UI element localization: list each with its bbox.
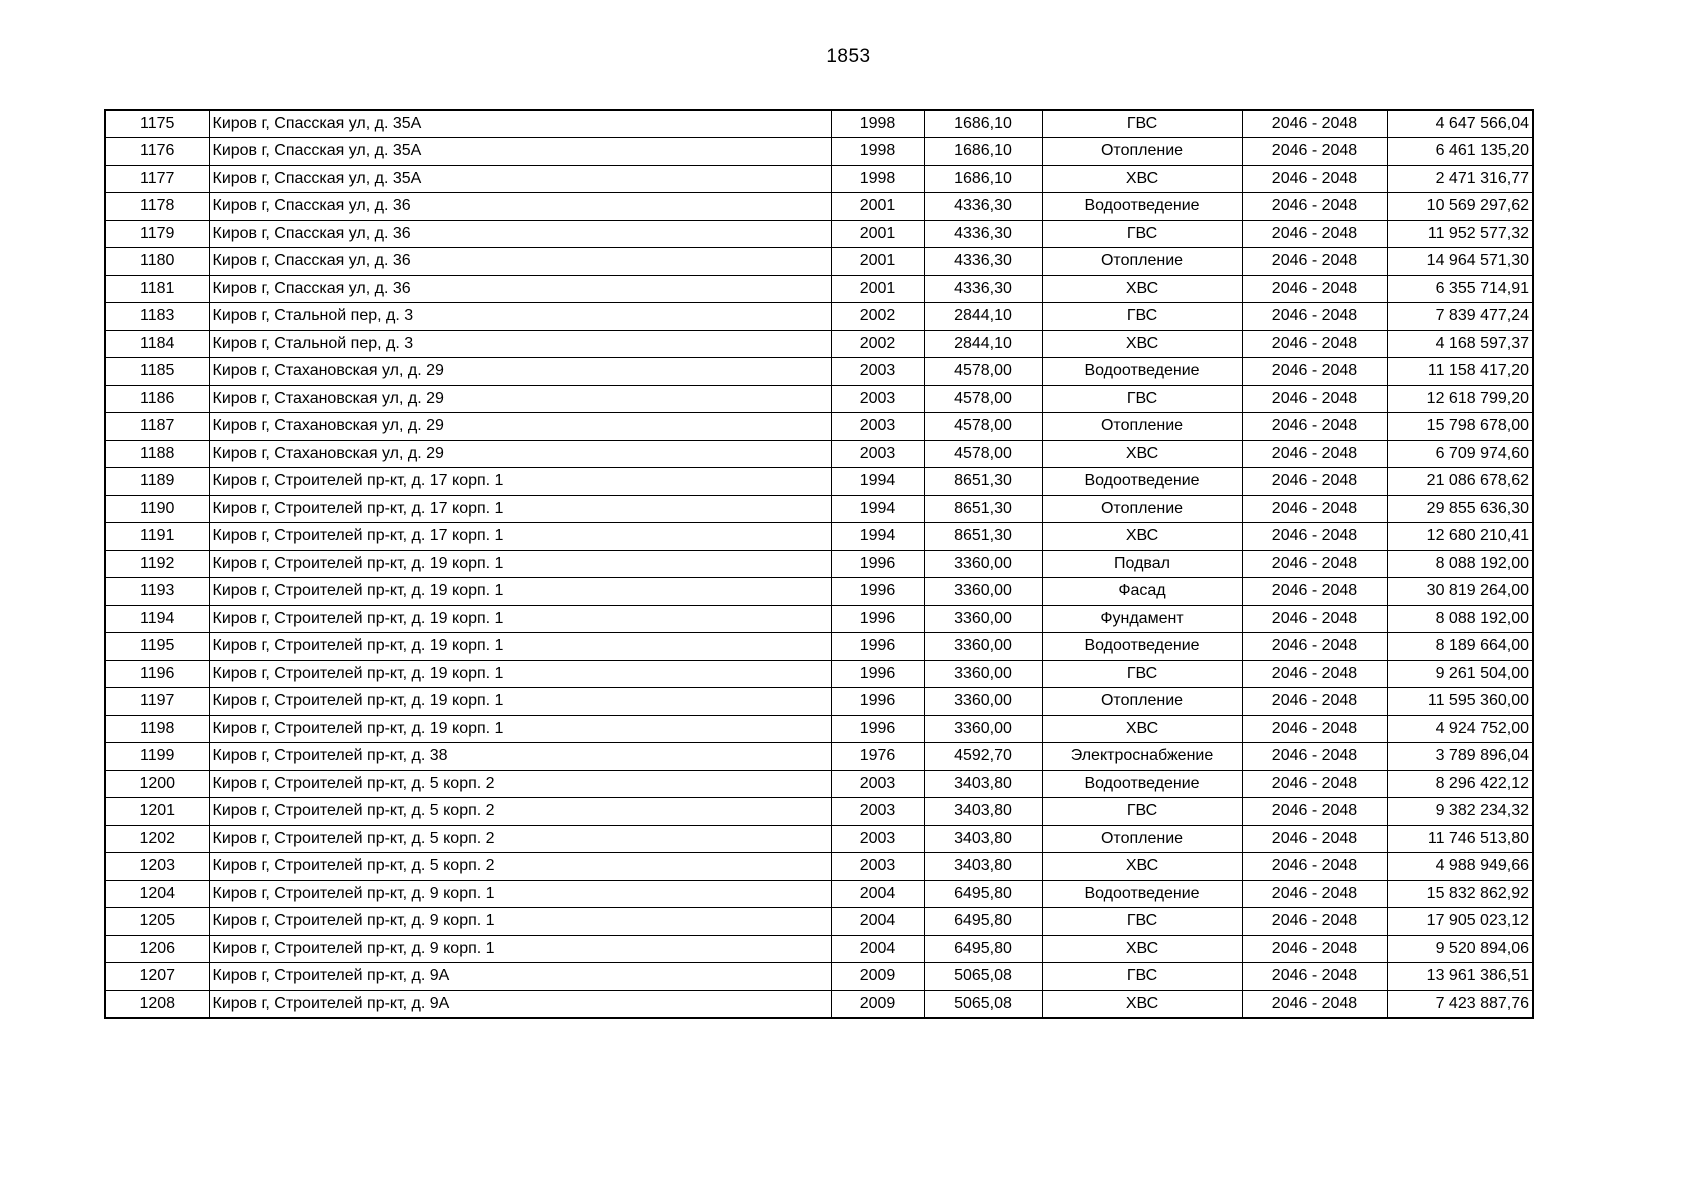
work-type-cell: ГВС xyxy=(1042,220,1242,248)
period-cell: 2046 - 2048 xyxy=(1242,303,1387,331)
area-cell: 4336,30 xyxy=(924,248,1042,276)
area-cell: 1686,10 xyxy=(924,138,1042,166)
cost-cell: 4 988 949,66 xyxy=(1387,853,1533,881)
period-cell: 2046 - 2048 xyxy=(1242,715,1387,743)
area-cell: 8651,30 xyxy=(924,495,1042,523)
build-year-cell: 2003 xyxy=(831,825,924,853)
page-number: 1853 xyxy=(826,46,871,67)
period-cell: 2046 - 2048 xyxy=(1242,523,1387,551)
address-cell: Киров г, Строителей пр-кт, д. 38 xyxy=(209,743,831,771)
work-type-cell: Водоотведение xyxy=(1042,468,1242,496)
record-number-cell: 1186 xyxy=(105,385,209,413)
cost-cell: 3 789 896,04 xyxy=(1387,743,1533,771)
address-cell: Киров г, Строителей пр-кт, д. 9А xyxy=(209,990,831,1018)
area-cell: 1686,10 xyxy=(924,165,1042,193)
area-cell: 3403,80 xyxy=(924,770,1042,798)
period-cell: 2046 - 2048 xyxy=(1242,358,1387,386)
period-cell: 2046 - 2048 xyxy=(1242,220,1387,248)
work-type-cell: ГВС xyxy=(1042,303,1242,331)
area-cell: 5065,08 xyxy=(924,990,1042,1018)
period-cell: 2046 - 2048 xyxy=(1242,908,1387,936)
area-cell: 3403,80 xyxy=(924,798,1042,826)
area-cell: 6495,80 xyxy=(924,935,1042,963)
address-cell: Киров г, Строителей пр-кт, д. 17 корп. 1 xyxy=(209,523,831,551)
address-cell: Киров г, Строителей пр-кт, д. 19 корп. 1 xyxy=(209,605,831,633)
build-year-cell: 2009 xyxy=(831,990,924,1018)
address-cell: Киров г, Спасская ул, д. 36 xyxy=(209,193,831,221)
record-number-cell: 1193 xyxy=(105,578,209,606)
build-year-cell: 1996 xyxy=(831,715,924,743)
cost-cell: 21 086 678,62 xyxy=(1387,468,1533,496)
address-cell: Киров г, Строителей пр-кт, д. 9 корп. 1 xyxy=(209,935,831,963)
table-row xyxy=(105,138,1533,166)
work-type-cell: Отопление xyxy=(1042,688,1242,716)
period-cell: 2046 - 2048 xyxy=(1242,743,1387,771)
record-number-cell: 1196 xyxy=(105,660,209,688)
build-year-cell: 2002 xyxy=(831,330,924,358)
work-type-cell: ХВС xyxy=(1042,330,1242,358)
record-number-cell: 1183 xyxy=(105,303,209,331)
address-cell: Киров г, Строителей пр-кт, д. 17 корп. 1 xyxy=(209,468,831,496)
cost-cell: 9 520 894,06 xyxy=(1387,935,1533,963)
cost-cell: 4 168 597,37 xyxy=(1387,330,1533,358)
address-cell: Киров г, Стахановская ул, д. 29 xyxy=(209,440,831,468)
build-year-cell: 1994 xyxy=(831,468,924,496)
build-year-cell: 2004 xyxy=(831,880,924,908)
build-year-cell: 1996 xyxy=(831,660,924,688)
build-year-cell: 2001 xyxy=(831,275,924,303)
work-type-cell: ХВС xyxy=(1042,165,1242,193)
address-cell: Киров г, Строителей пр-кт, д. 17 корп. 1 xyxy=(209,495,831,523)
build-year-cell: 2003 xyxy=(831,440,924,468)
table-row xyxy=(105,165,1533,193)
build-year-cell: 2002 xyxy=(831,303,924,331)
build-year-cell: 1994 xyxy=(831,495,924,523)
table-row xyxy=(105,193,1533,221)
area-cell: 3360,00 xyxy=(924,550,1042,578)
build-year-cell: 1996 xyxy=(831,688,924,716)
area-cell: 4578,00 xyxy=(924,358,1042,386)
work-type-cell: ХВС xyxy=(1042,853,1242,881)
address-cell: Киров г, Стахановская ул, д. 29 xyxy=(209,413,831,441)
cost-cell: 12 680 210,41 xyxy=(1387,523,1533,551)
table-row xyxy=(105,688,1533,716)
table-row xyxy=(105,110,1533,138)
period-cell: 2046 - 2048 xyxy=(1242,880,1387,908)
period-cell: 2046 - 2048 xyxy=(1242,633,1387,661)
cost-cell: 8 189 664,00 xyxy=(1387,633,1533,661)
build-year-cell: 2004 xyxy=(831,935,924,963)
period-cell: 2046 - 2048 xyxy=(1242,385,1387,413)
cost-cell: 6 461 135,20 xyxy=(1387,138,1533,166)
work-type-cell: ХВС xyxy=(1042,935,1242,963)
period-cell: 2046 - 2048 xyxy=(1242,770,1387,798)
build-year-cell: 1994 xyxy=(831,523,924,551)
build-year-cell: 2003 xyxy=(831,358,924,386)
table-row xyxy=(105,660,1533,688)
cost-cell: 11 158 417,20 xyxy=(1387,358,1533,386)
area-cell: 3360,00 xyxy=(924,633,1042,661)
period-cell: 2046 - 2048 xyxy=(1242,413,1387,441)
address-cell: Киров г, Спасская ул, д. 35А xyxy=(209,138,831,166)
address-cell: Киров г, Строителей пр-кт, д. 5 корп. 2 xyxy=(209,798,831,826)
period-cell: 2046 - 2048 xyxy=(1242,440,1387,468)
work-type-cell: ХВС xyxy=(1042,990,1242,1018)
cost-cell: 7 839 477,24 xyxy=(1387,303,1533,331)
address-cell: Киров г, Строителей пр-кт, д. 19 корп. 1 xyxy=(209,660,831,688)
cost-cell: 12 618 799,20 xyxy=(1387,385,1533,413)
work-type-cell: ГВС xyxy=(1042,385,1242,413)
table-row xyxy=(105,248,1533,276)
table-row xyxy=(105,220,1533,248)
build-year-cell: 1998 xyxy=(831,138,924,166)
table-row xyxy=(105,358,1533,386)
table-row xyxy=(105,495,1533,523)
work-type-cell: Водоотведение xyxy=(1042,880,1242,908)
table-row xyxy=(105,633,1533,661)
record-number-cell: 1208 xyxy=(105,990,209,1018)
period-cell: 2046 - 2048 xyxy=(1242,468,1387,496)
record-number-cell: 1202 xyxy=(105,825,209,853)
build-year-cell: 2001 xyxy=(831,248,924,276)
table-row xyxy=(105,990,1533,1018)
build-year-cell: 2003 xyxy=(831,853,924,881)
period-cell: 2046 - 2048 xyxy=(1242,605,1387,633)
address-cell: Киров г, Строителей пр-кт, д. 19 корп. 1 xyxy=(209,715,831,743)
address-cell: Киров г, Стальной пер, д. 3 xyxy=(209,330,831,358)
build-year-cell: 2001 xyxy=(831,193,924,221)
area-cell: 8651,30 xyxy=(924,523,1042,551)
period-cell: 2046 - 2048 xyxy=(1242,688,1387,716)
work-type-cell: ХВС xyxy=(1042,440,1242,468)
period-cell: 2046 - 2048 xyxy=(1242,248,1387,276)
cost-cell: 8 296 422,12 xyxy=(1387,770,1533,798)
area-cell: 3403,80 xyxy=(924,825,1042,853)
cost-cell: 15 798 678,00 xyxy=(1387,413,1533,441)
work-type-cell: Водоотведение xyxy=(1042,193,1242,221)
cost-cell: 11 746 513,80 xyxy=(1387,825,1533,853)
table-row xyxy=(105,798,1533,826)
cost-cell: 9 261 504,00 xyxy=(1387,660,1533,688)
period-cell: 2046 - 2048 xyxy=(1242,550,1387,578)
build-year-cell: 1976 xyxy=(831,743,924,771)
cost-cell: 15 832 862,92 xyxy=(1387,880,1533,908)
work-type-cell: Подвал xyxy=(1042,550,1242,578)
work-type-cell: Отопление xyxy=(1042,413,1242,441)
area-cell: 3360,00 xyxy=(924,578,1042,606)
area-cell: 2844,10 xyxy=(924,303,1042,331)
table-row xyxy=(105,523,1533,551)
address-cell: Киров г, Стахановская ул, д. 29 xyxy=(209,358,831,386)
record-number-cell: 1190 xyxy=(105,495,209,523)
work-type-cell: ГВС xyxy=(1042,908,1242,936)
address-cell: Киров г, Строителей пр-кт, д. 5 корп. 2 xyxy=(209,853,831,881)
work-type-cell: ГВС xyxy=(1042,110,1242,138)
record-number-cell: 1188 xyxy=(105,440,209,468)
area-cell: 3403,80 xyxy=(924,853,1042,881)
work-type-cell: Электроснабжение xyxy=(1042,743,1242,771)
work-type-cell: Водоотведение xyxy=(1042,770,1242,798)
area-cell: 4578,00 xyxy=(924,440,1042,468)
area-cell: 3360,00 xyxy=(924,688,1042,716)
work-type-cell: ХВС xyxy=(1042,275,1242,303)
record-number-cell: 1189 xyxy=(105,468,209,496)
build-year-cell: 1998 xyxy=(831,110,924,138)
table-row xyxy=(105,330,1533,358)
work-type-cell: ГВС xyxy=(1042,660,1242,688)
address-cell: Киров г, Спасская ул, д. 36 xyxy=(209,248,831,276)
period-cell: 2046 - 2048 xyxy=(1242,275,1387,303)
work-type-cell: Отопление xyxy=(1042,825,1242,853)
period-cell: 2046 - 2048 xyxy=(1242,660,1387,688)
address-cell: Киров г, Строителей пр-кт, д. 9 корп. 1 xyxy=(209,880,831,908)
work-type-cell: Водоотведение xyxy=(1042,358,1242,386)
build-year-cell: 1996 xyxy=(831,605,924,633)
record-number-cell: 1185 xyxy=(105,358,209,386)
record-number-cell: 1201 xyxy=(105,798,209,826)
build-year-cell: 2004 xyxy=(831,908,924,936)
table-row xyxy=(105,578,1533,606)
address-cell: Киров г, Строителей пр-кт, д. 19 корп. 1 xyxy=(209,688,831,716)
table-row xyxy=(105,413,1533,441)
table-row xyxy=(105,715,1533,743)
address-cell: Киров г, Строителей пр-кт, д. 5 корп. 2 xyxy=(209,825,831,853)
address-cell: Киров г, Строителей пр-кт, д. 19 корп. 1 xyxy=(209,550,831,578)
cost-cell: 4 647 566,04 xyxy=(1387,110,1533,138)
record-number-cell: 1192 xyxy=(105,550,209,578)
record-number-cell: 1206 xyxy=(105,935,209,963)
area-cell: 4336,30 xyxy=(924,275,1042,303)
table-row xyxy=(105,825,1533,853)
table-row xyxy=(105,440,1533,468)
area-cell: 4578,00 xyxy=(924,385,1042,413)
table-row xyxy=(105,963,1533,991)
area-cell: 2844,10 xyxy=(924,330,1042,358)
work-type-cell: Отопление xyxy=(1042,248,1242,276)
work-type-cell: Отопление xyxy=(1042,495,1242,523)
area-cell: 6495,80 xyxy=(924,908,1042,936)
area-cell: 4336,30 xyxy=(924,220,1042,248)
cost-cell: 2 471 316,77 xyxy=(1387,165,1533,193)
record-number-cell: 1204 xyxy=(105,880,209,908)
build-year-cell: 2003 xyxy=(831,385,924,413)
cost-cell: 13 961 386,51 xyxy=(1387,963,1533,991)
address-cell: Киров г, Стальной пер, д. 3 xyxy=(209,303,831,331)
address-cell: Киров г, Строителей пр-кт, д. 19 корп. 1 xyxy=(209,578,831,606)
address-cell: Киров г, Строителей пр-кт, д. 9 корп. 1 xyxy=(209,908,831,936)
cost-cell: 11 952 577,32 xyxy=(1387,220,1533,248)
table-row xyxy=(105,275,1533,303)
table-row xyxy=(105,770,1533,798)
period-cell: 2046 - 2048 xyxy=(1242,990,1387,1018)
cost-cell: 4 924 752,00 xyxy=(1387,715,1533,743)
table-row xyxy=(105,935,1533,963)
address-cell: Киров г, Строителей пр-кт, д. 9А xyxy=(209,963,831,991)
record-number-cell: 1175 xyxy=(105,110,209,138)
table-row xyxy=(105,908,1533,936)
registry-table xyxy=(104,109,1534,1019)
record-number-cell: 1191 xyxy=(105,523,209,551)
record-number-cell: 1203 xyxy=(105,853,209,881)
address-cell: Киров г, Строителей пр-кт, д. 5 корп. 2 xyxy=(209,770,831,798)
cost-cell: 14 964 571,30 xyxy=(1387,248,1533,276)
period-cell: 2046 - 2048 xyxy=(1242,495,1387,523)
record-number-cell: 1200 xyxy=(105,770,209,798)
record-number-cell: 1194 xyxy=(105,605,209,633)
build-year-cell: 2009 xyxy=(831,963,924,991)
period-cell: 2046 - 2048 xyxy=(1242,853,1387,881)
area-cell: 4578,00 xyxy=(924,413,1042,441)
table-row xyxy=(105,743,1533,771)
cost-cell: 9 382 234,32 xyxy=(1387,798,1533,826)
period-cell: 2046 - 2048 xyxy=(1242,963,1387,991)
cost-cell: 6 355 714,91 xyxy=(1387,275,1533,303)
period-cell: 2046 - 2048 xyxy=(1242,578,1387,606)
area-cell: 3360,00 xyxy=(924,605,1042,633)
build-year-cell: 2001 xyxy=(831,220,924,248)
work-type-cell: ХВС xyxy=(1042,523,1242,551)
table-row xyxy=(105,468,1533,496)
build-year-cell: 1996 xyxy=(831,633,924,661)
address-cell: Киров г, Спасская ул, д. 36 xyxy=(209,220,831,248)
record-number-cell: 1198 xyxy=(105,715,209,743)
period-cell: 2046 - 2048 xyxy=(1242,330,1387,358)
area-cell: 6495,80 xyxy=(924,880,1042,908)
area-cell: 5065,08 xyxy=(924,963,1042,991)
work-type-cell: Фундамент xyxy=(1042,605,1242,633)
work-type-cell: ГВС xyxy=(1042,798,1242,826)
cost-cell: 6 709 974,60 xyxy=(1387,440,1533,468)
work-type-cell: ХВС xyxy=(1042,715,1242,743)
period-cell: 2046 - 2048 xyxy=(1242,193,1387,221)
table-row xyxy=(105,550,1533,578)
cost-cell: 17 905 023,12 xyxy=(1387,908,1533,936)
address-cell: Киров г, Спасская ул, д. 36 xyxy=(209,275,831,303)
build-year-cell: 2003 xyxy=(831,798,924,826)
area-cell: 4336,30 xyxy=(924,193,1042,221)
build-year-cell: 1998 xyxy=(831,165,924,193)
cost-cell: 29 855 636,30 xyxy=(1387,495,1533,523)
area-cell: 3360,00 xyxy=(924,715,1042,743)
record-number-cell: 1199 xyxy=(105,743,209,771)
period-cell: 2046 - 2048 xyxy=(1242,138,1387,166)
area-cell: 3360,00 xyxy=(924,660,1042,688)
work-type-cell: Фасад xyxy=(1042,578,1242,606)
cost-cell: 30 819 264,00 xyxy=(1387,578,1533,606)
table-row xyxy=(105,853,1533,881)
period-cell: 2046 - 2048 xyxy=(1242,110,1387,138)
work-type-cell: Водоотведение xyxy=(1042,633,1242,661)
period-cell: 2046 - 2048 xyxy=(1242,825,1387,853)
record-number-cell: 1178 xyxy=(105,193,209,221)
record-number-cell: 1180 xyxy=(105,248,209,276)
table-row xyxy=(105,605,1533,633)
table-row xyxy=(105,880,1533,908)
record-number-cell: 1207 xyxy=(105,963,209,991)
record-number-cell: 1179 xyxy=(105,220,209,248)
area-cell: 8651,30 xyxy=(924,468,1042,496)
record-number-cell: 1177 xyxy=(105,165,209,193)
address-cell: Киров г, Спасская ул, д. 35А xyxy=(209,110,831,138)
cost-cell: 11 595 360,00 xyxy=(1387,688,1533,716)
registry-body xyxy=(105,110,1533,1018)
work-type-cell: ГВС xyxy=(1042,963,1242,991)
record-number-cell: 1181 xyxy=(105,275,209,303)
area-cell: 4592,70 xyxy=(924,743,1042,771)
build-year-cell: 1996 xyxy=(831,578,924,606)
record-number-cell: 1195 xyxy=(105,633,209,661)
record-number-cell: 1197 xyxy=(105,688,209,716)
area-cell: 1686,10 xyxy=(924,110,1042,138)
build-year-cell: 1996 xyxy=(831,550,924,578)
cost-cell: 10 569 297,62 xyxy=(1387,193,1533,221)
period-cell: 2046 - 2048 xyxy=(1242,935,1387,963)
record-number-cell: 1184 xyxy=(105,330,209,358)
build-year-cell: 2003 xyxy=(831,770,924,798)
address-cell: Киров г, Спасская ул, д. 35А xyxy=(209,165,831,193)
table-row xyxy=(105,303,1533,331)
record-number-cell: 1205 xyxy=(105,908,209,936)
address-cell: Киров г, Стахановская ул, д. 29 xyxy=(209,385,831,413)
record-number-cell: 1176 xyxy=(105,138,209,166)
cost-cell: 8 088 192,00 xyxy=(1387,605,1533,633)
cost-cell: 8 088 192,00 xyxy=(1387,550,1533,578)
work-type-cell: Отопление xyxy=(1042,138,1242,166)
record-number-cell: 1187 xyxy=(105,413,209,441)
table-row xyxy=(105,385,1533,413)
build-year-cell: 2003 xyxy=(831,413,924,441)
period-cell: 2046 - 2048 xyxy=(1242,165,1387,193)
cost-cell: 7 423 887,76 xyxy=(1387,990,1533,1018)
address-cell: Киров г, Строителей пр-кт, д. 19 корп. 1 xyxy=(209,633,831,661)
period-cell: 2046 - 2048 xyxy=(1242,798,1387,826)
